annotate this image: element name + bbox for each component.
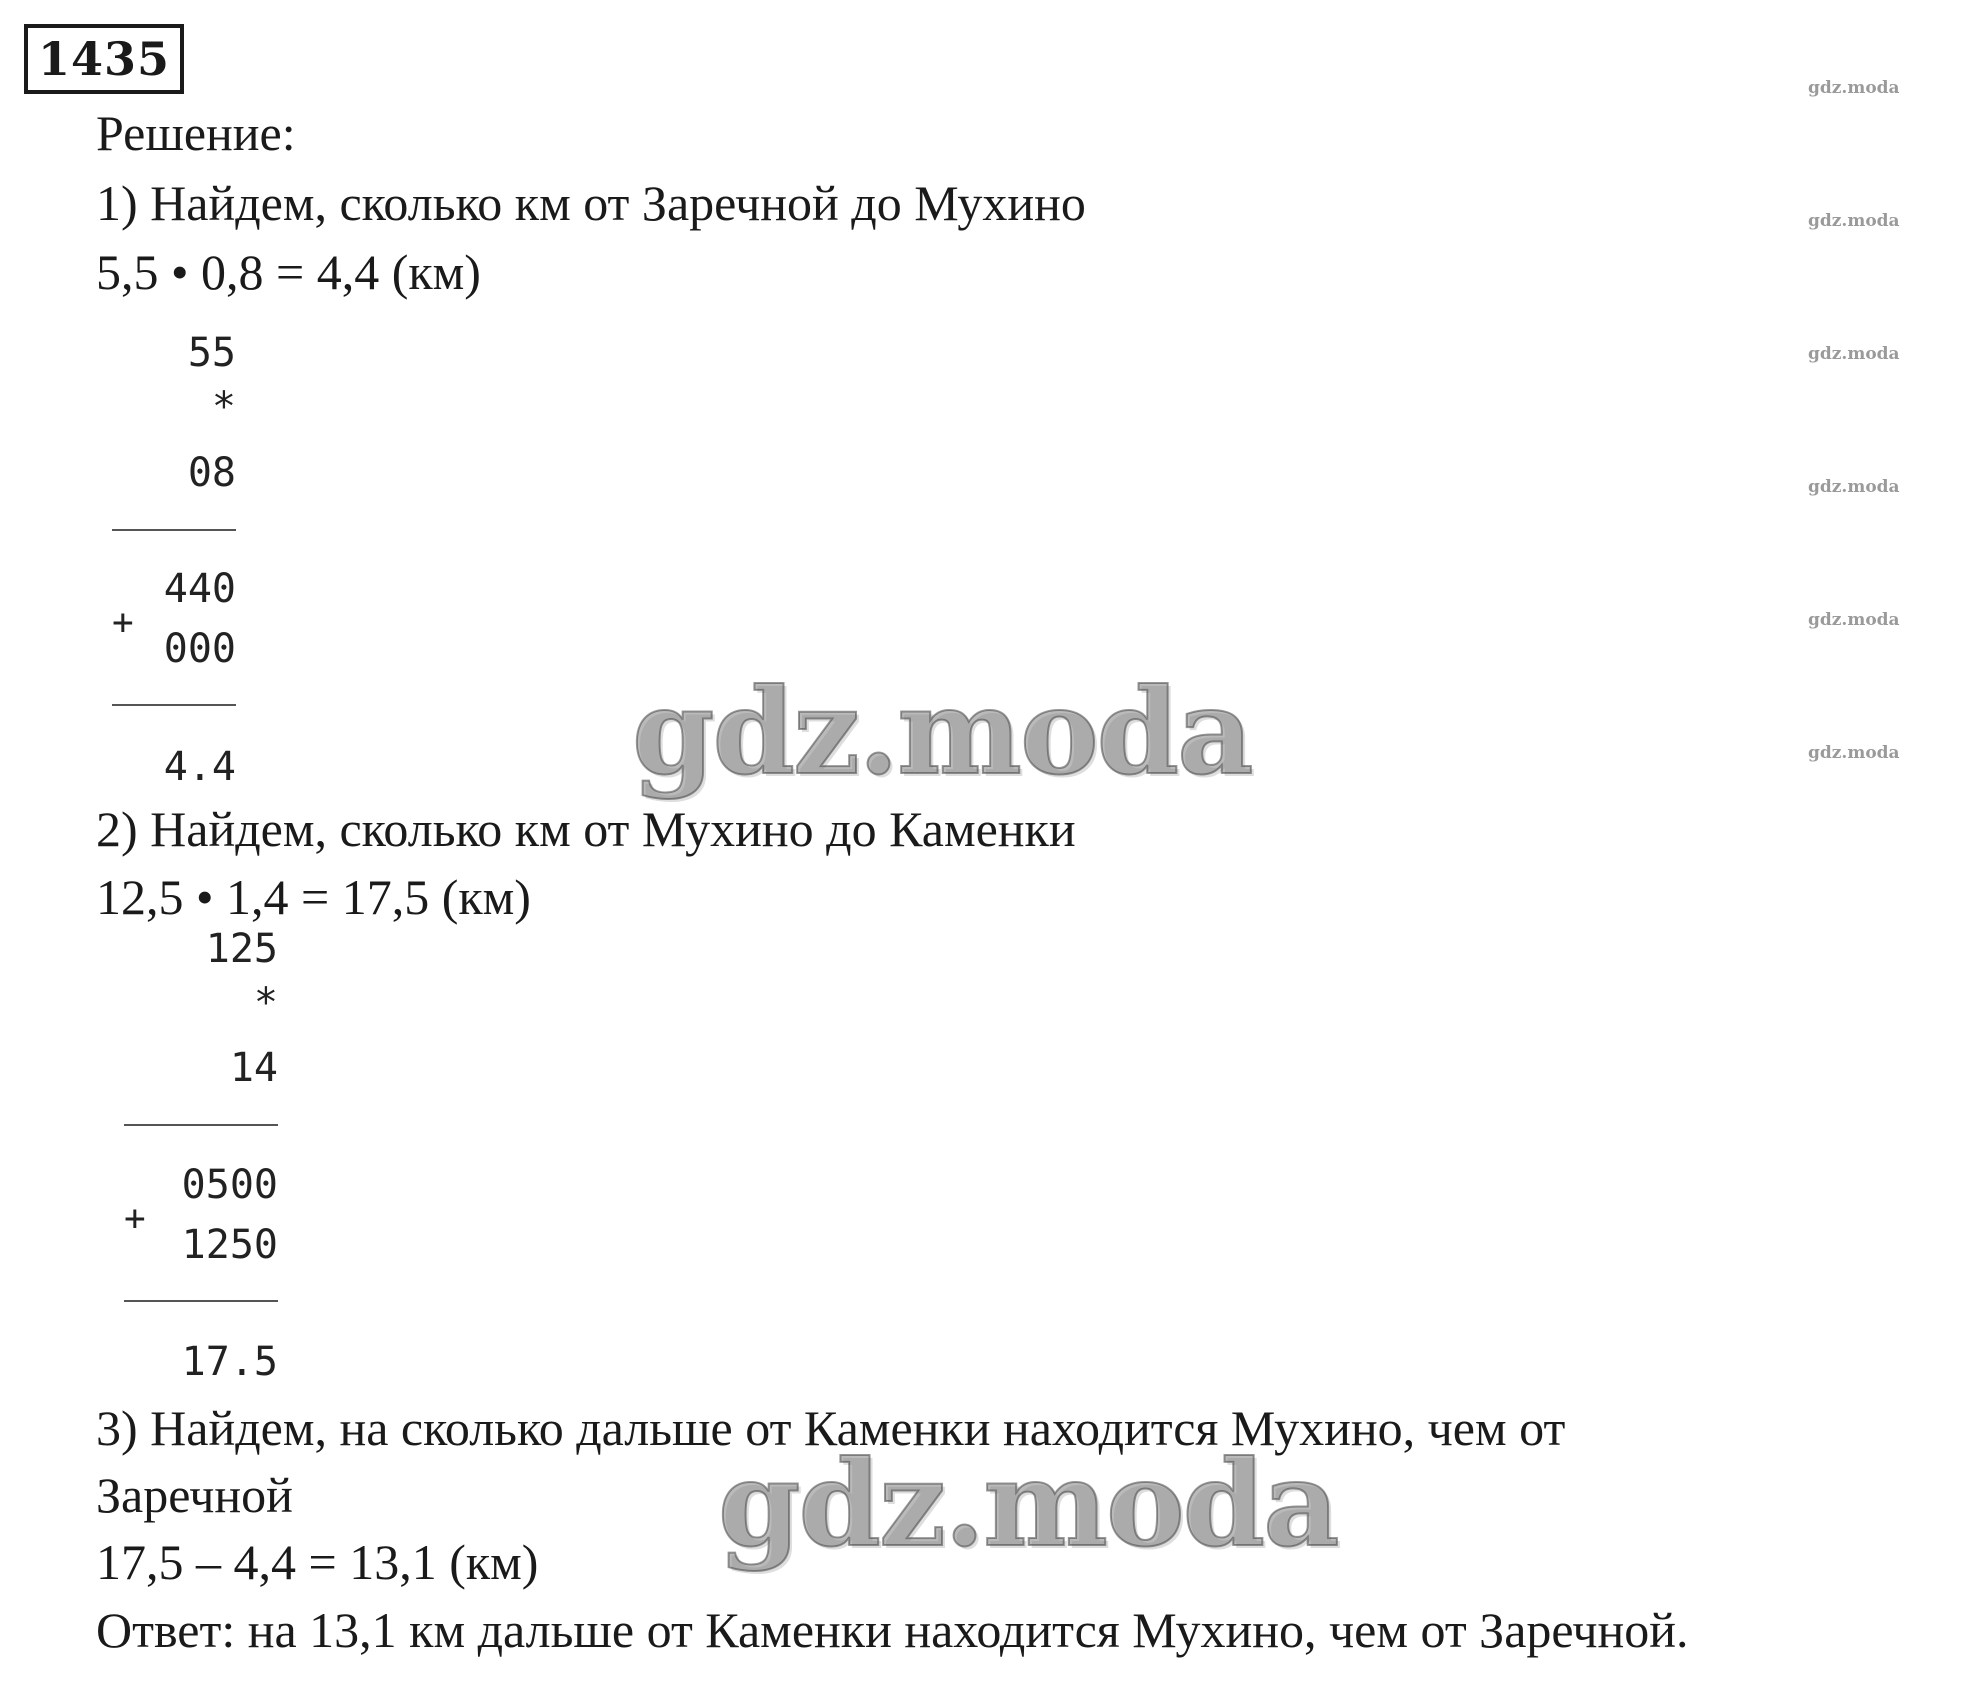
solution-heading: Решение: (96, 105, 296, 161)
watermark-large-2: gdz.moda (718, 1434, 1338, 1573)
step2-equation: 12,5 • 1,4 = 17,5 (км) (96, 869, 531, 925)
step1-rule-bottom (112, 704, 236, 706)
step1-equation: 5,5 • 0,8 = 4,4 (км) (96, 244, 481, 300)
step2-result: 17.5 (181, 1339, 278, 1385)
step1-title: 1) Найдем, сколько км от Заречной до Мухино (96, 175, 1086, 231)
step3-equation: 17,5 – 4,4 = 13,1 (км) (96, 1534, 539, 1590)
step2-title: 2) Найдем, сколько км от Мухино до Каменки (96, 801, 1076, 857)
watermark-small-3: gdz.moda (1808, 344, 1900, 364)
step2-factor1: 125 (205, 926, 278, 972)
step2-partial1: 0500 (181, 1162, 278, 1208)
step1-factor1: 55 (187, 330, 236, 376)
step2-operator: * (253, 980, 278, 1026)
step1-partial1: 440 (163, 566, 236, 612)
step1-operator: * (211, 384, 236, 430)
watermark-large-1: gdz.moda (632, 662, 1252, 801)
step1-rule-top (112, 529, 236, 531)
step3-title-line2: Заречной (96, 1467, 293, 1523)
step1-plus: + (112, 602, 134, 643)
step2-factor2: 14 (229, 1045, 278, 1091)
watermark-small-5: gdz.moda (1808, 610, 1900, 630)
step2-plus: + (124, 1198, 146, 1239)
step1-result: 4.4 (163, 744, 236, 790)
step1-factor2: 08 (187, 450, 236, 496)
watermark-small-2: gdz.moda (1808, 211, 1900, 231)
watermark-small-1: gdz.moda (1808, 78, 1900, 98)
watermark-small-6: gdz.moda (1808, 743, 1900, 763)
step1-partial2: 000 (163, 626, 236, 672)
answer-text: Ответ: на 13,1 км дальше от Каменки находится Мухино, чем от Заречной. (96, 1602, 1689, 1658)
step2-rule-bottom (124, 1300, 278, 1302)
step3-title-line1: 3) Найдем, на сколько дальше от Каменки находится Мухино, чем от (96, 1400, 1566, 1456)
task-number: 1435 (24, 24, 184, 94)
step2-partial2: 1250 (181, 1222, 278, 1268)
watermark-small-4: gdz.moda (1808, 477, 1900, 497)
step2-rule-top (124, 1124, 278, 1126)
